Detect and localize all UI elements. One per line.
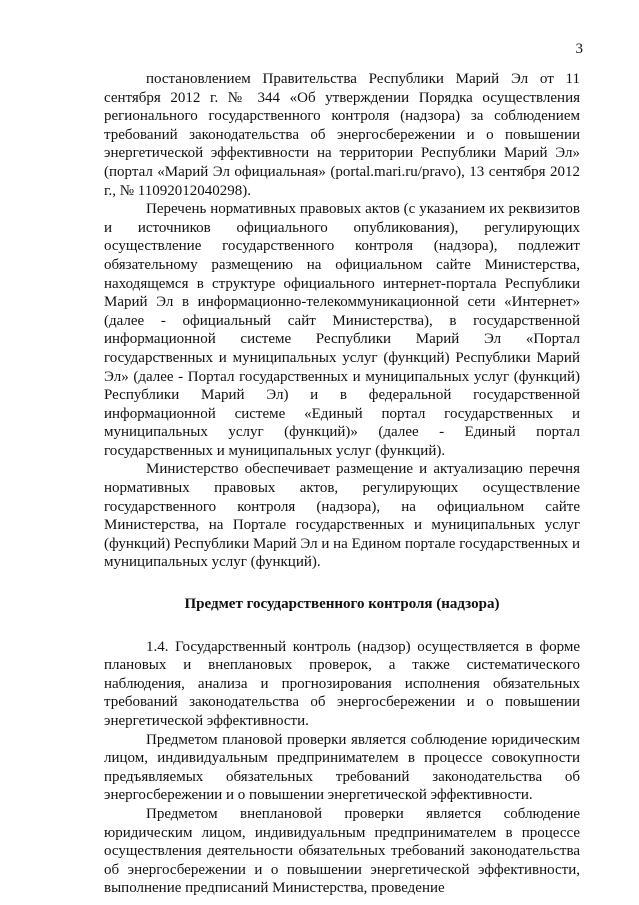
paragraph-resolution-reference: постановлением Правительства Республики Марий Эл от 11 сентября 2012 г. № 344 «Об утверждении Порядка осуществления регионального государственного контроля (надзора) за соблюдением требований законодательства об энергосбережении и о повышении энергетической эффективности на территории Республики Марий Эл» (портал «Марий Эл официальная» (portal.mari.ru/pravo), 13 сентября 2012 г., № 11092012040298). — [104, 71, 580, 199]
document-body — [104, 70, 580, 898]
paragraph-unplanned-inspection: Предметом внеплановой проверки является соблюдение юридическим лицом, индивидуальным предпринимателем в процессе осуществления деятельности обязательных требований законодательства об энергосбережении и о повышении энергетической эффективности, выполнение предписаний Министерства, проведение — [104, 805, 580, 897]
paragraph-ministry-publication: Министерство обеспечивает размещение и актуализацию перечня нормативных правовых актов, регулирующих осуществление государственного контроля (надзора), на официальном сайте Министерства, на Портале государственных и муниципальных услуг (функций) Республики Марий Эл и на Едином портале государственных и муниципальных услуг (функций). — [104, 461, 580, 571]
page-number: 3 — [575, 41, 583, 57]
paragraph-control-forms: 1.4. Государственный контроль (надзор) осуществляется в форме плановых и внеплановых проверок, а также систематического наблюдения, анализа и прогнозирования исполнения обязательных требований законодательства об энергосбережении и о повышении энергетической эффективности. — [104, 638, 580, 729]
paragraph-legal-acts-list: Перечень нормативных правовых актов (с указанием их реквизитов и источников официального опубликования), регулирующих осуществление государственного контроля (надзора), подлежит обязательному размещению на официальном сайте Министерства, находящемся в структуре официального интернет-портала Республики Марий Эл в информационно-телекоммуникационной сети «Интернет» (далее - официальный сайт Министерства), в государственной информационной системе Республики Марий Эл «Портал государственных и муниципальных услуг (функций) Республики Марий Эл» (далее - Портал государственных и муниципальных услуг (функций) Республики Марий Эл) и в федеральной государственной информационной системе «Единый портал государственных и муниципальных услуг (функций)» (далее - Единый портал государственных и муниципальных услуг (функций). — [104, 201, 580, 459]
section-heading: Предмет государственного контроля (надзора) — [184, 596, 500, 613]
paragraph-planned-inspection: Предметом плановой проверки является соблюдение юридическим лицом, индивидуальным предпринимателем в процессе совокупности предъявляемых обязательных требований законодательства об энергосбережении и о повышении энергетической эффективности. — [104, 731, 580, 804]
